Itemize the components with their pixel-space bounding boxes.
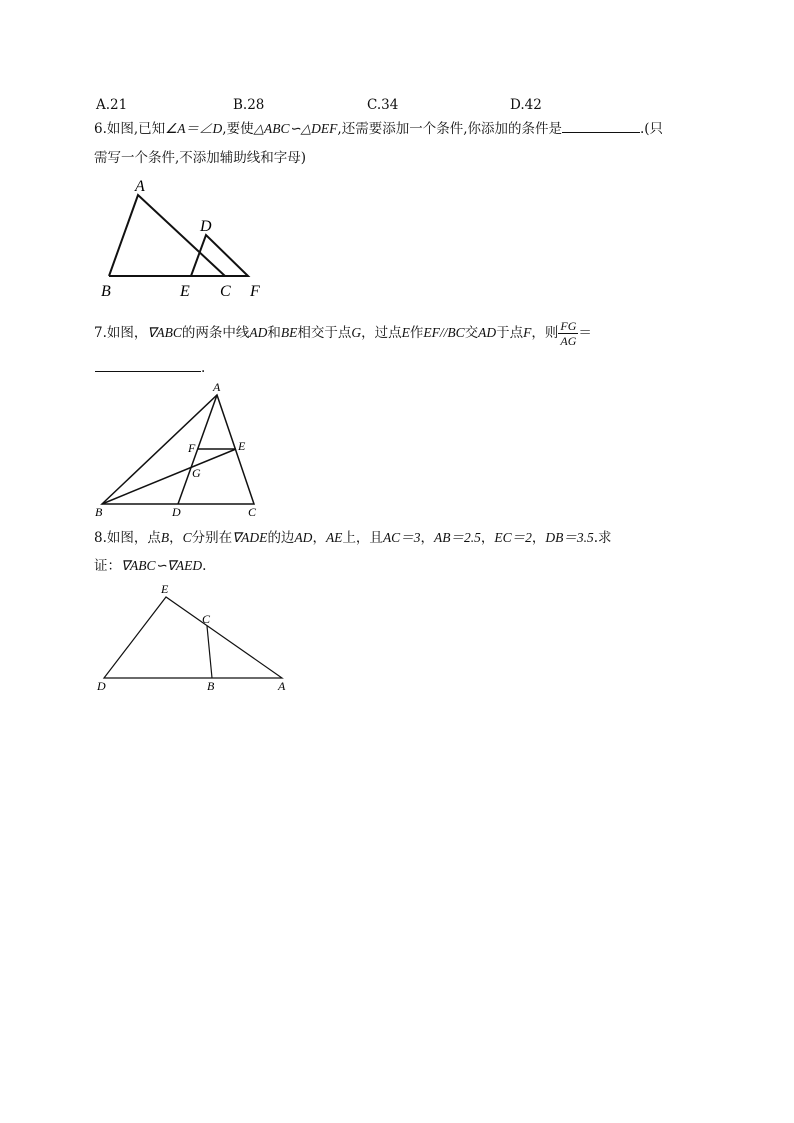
q7-figure [92, 378, 272, 520]
q6-text-end: .(只 [640, 121, 664, 137]
q7-text-1: 的两条中线 [181, 325, 250, 341]
q8-label-e: E [161, 582, 169, 596]
q7-parallel: EF//BC [423, 325, 465, 340]
q8-line2-end: . [202, 558, 207, 574]
q8-c: C [182, 530, 192, 545]
q7-e: E [401, 325, 410, 340]
q8-label-c: C [202, 612, 211, 626]
q8-text-2: 的边 [267, 530, 295, 546]
q7-text-8: ，则 [531, 325, 559, 341]
q6-similarity: △ABC∽△DEF [253, 121, 338, 136]
q6-text-post: ,还需要添加一个条件,你添加的条件是 [337, 121, 562, 137]
q8-comma: ， [169, 530, 183, 546]
choice-b: B.28 [233, 97, 265, 113]
choice-d: D.42 [510, 97, 542, 113]
q7-be: BE [280, 325, 298, 340]
q8-sep-1: ， [420, 530, 434, 546]
q6-label-f: F [250, 283, 260, 300]
choice-a: A.21 [96, 97, 128, 113]
q6-line2: 需写一个条件,不添加辅助线和字母) [94, 150, 307, 166]
q7-label-d: D [172, 505, 181, 519]
q7-text-5: 作 [409, 325, 424, 341]
q7-label-g: G [192, 466, 201, 480]
q7-label-f: F [188, 441, 196, 455]
q7-answer-blank[interactable] [95, 371, 201, 372]
q7-g: G [351, 325, 362, 340]
q8-ab: AB＝2.5 [433, 530, 481, 545]
q8-comma-2: ， [312, 530, 326, 546]
q8-b: B [160, 530, 170, 545]
q7-equals: ＝ [578, 325, 592, 341]
q7-label-c: C [248, 505, 257, 519]
q8-db: DB＝3.5 [545, 530, 594, 545]
q7-label-b: B [95, 505, 103, 519]
q6-label-d: D [200, 218, 212, 235]
q8-ac: AC＝3 [382, 530, 421, 545]
q6-figure [95, 172, 275, 302]
choice-c: C.34 [367, 97, 399, 113]
q6-line1 [94, 119, 663, 139]
q8-text-3: 上，且 [342, 530, 383, 546]
q8-ad: AD [294, 530, 313, 545]
q8-proof-statement: ∇ABC∽∇AED [121, 558, 203, 573]
q7-label-a: A [213, 380, 221, 394]
q7-text-4: ，过点 [361, 325, 402, 341]
q7-fraction-num: FG [560, 319, 577, 333]
q7-line1 [94, 319, 592, 348]
q8-sep-3: ， [531, 530, 546, 546]
q7-text-pre: 7.如图， [94, 325, 148, 341]
q8-text-4: .求 [593, 530, 612, 546]
q7-fraction [558, 319, 578, 348]
q7-f: F [523, 325, 532, 340]
q6-label-b: B [101, 283, 111, 300]
q6-answer-blank[interactable] [562, 132, 640, 133]
q6-label-e: E [180, 283, 190, 300]
q7-ad: AD [249, 325, 268, 340]
q8-line2 [94, 556, 206, 576]
q7-text-3: 相交于点 [297, 325, 352, 341]
q8-text-pre: 8.如图，点 [94, 530, 161, 546]
q8-ec: EC＝2 [494, 530, 532, 545]
q8-label-d: D [97, 679, 106, 693]
q7-ad2: AD [478, 325, 497, 340]
q8-label-a: A [278, 679, 286, 693]
q6-label-c: C [220, 283, 231, 300]
q7-text-6: 交 [464, 325, 479, 341]
q6-text-mid: ,要使 [222, 121, 254, 137]
q6-condition: ∠A＝∠D [165, 121, 223, 136]
q7-line2 [95, 358, 205, 378]
q8-label-b: B [207, 679, 215, 693]
q7-period: . [201, 360, 206, 376]
q8-sep-2: ， [480, 530, 495, 546]
q8-text-1: 分别在 [191, 530, 233, 546]
q7-text-7: 于点 [496, 325, 524, 341]
q8-figure [92, 580, 302, 698]
q8-line2-pre: 证： [94, 558, 121, 574]
q8-line1 [94, 528, 612, 548]
q6-text-pre: 6.如图,已知 [94, 121, 166, 137]
q8-triangle: ∇ADE [232, 530, 268, 545]
q7-label-e: E [238, 439, 246, 453]
q7-triangle: ∇ABC [147, 325, 182, 340]
q6-label-a: A [135, 178, 145, 195]
q7-fraction-den: AG [560, 334, 577, 348]
q7-text-2: 和 [267, 325, 281, 341]
q8-ae: AE [325, 530, 343, 545]
